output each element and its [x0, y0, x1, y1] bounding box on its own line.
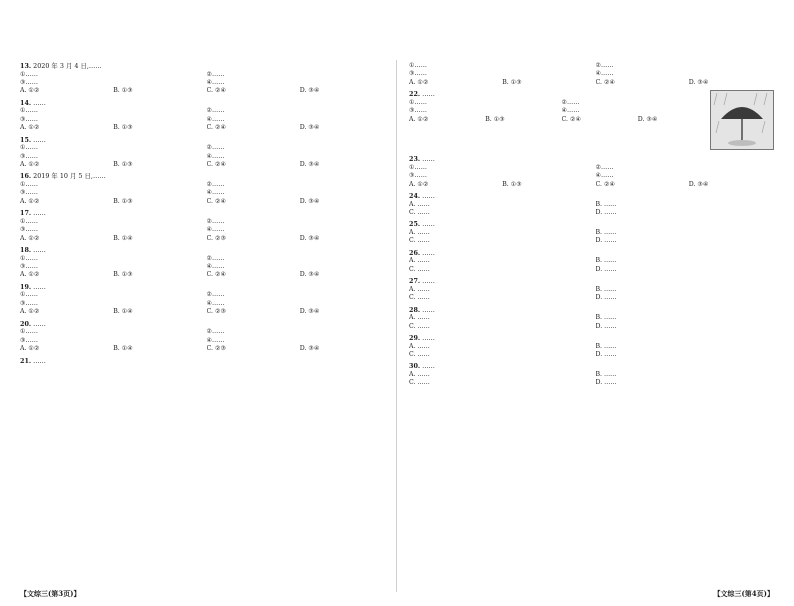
answer-choice: B. ①③ [502, 180, 522, 188]
question-number: 14. [20, 98, 32, 107]
question-stem [20, 320, 385, 329]
option-statement: B. …… [595, 314, 617, 322]
option-statements [409, 286, 774, 303]
option-statement: ③…… [409, 172, 427, 180]
option-statements [20, 107, 385, 124]
question-text: …… [422, 277, 435, 286]
question-stem [409, 155, 774, 164]
answer-choice: B. ①③ [502, 78, 522, 86]
option-statement: ④…… [206, 226, 225, 234]
answer-choice: D. ③④ [299, 197, 320, 205]
answer-choices [409, 181, 774, 189]
question-stem [409, 334, 774, 343]
answer-choice: A. ①② [20, 234, 40, 242]
option-statement: A. …… [409, 200, 430, 208]
option-statement: C. …… [409, 209, 430, 217]
question-text: …… [33, 135, 46, 144]
answer-choice: C. ②④ [206, 197, 227, 205]
page-footer-right: 【文综三(第4页)】 [713, 589, 774, 598]
question-block [20, 357, 385, 366]
option-statement: A. …… [409, 229, 430, 237]
page-footer-left: 【文综三(第3页)】 [20, 589, 81, 598]
question-number: 21. [20, 356, 32, 365]
option-statement: B. …… [595, 371, 617, 379]
question-block [409, 334, 774, 359]
question-stem [409, 249, 774, 258]
answer-choice: A. ①② [409, 78, 429, 86]
option-statements [409, 371, 774, 388]
answer-choice: B. ①④ [113, 308, 133, 316]
question-text: …… [422, 155, 435, 164]
answer-choice: D. ③④ [299, 271, 320, 279]
option-statement: A. …… [409, 371, 430, 379]
question-stem [409, 306, 774, 315]
question-stem [409, 362, 774, 371]
answer-choice: B. ①③ [113, 197, 133, 205]
question-stem [20, 209, 385, 218]
option-statement: ④…… [206, 189, 225, 197]
question-stem [409, 220, 774, 229]
option-statement: ③…… [20, 299, 38, 307]
question-block [409, 306, 774, 331]
option-statement: ①…… [20, 217, 38, 225]
question-text: …… [422, 334, 435, 343]
question-number: 30. [409, 362, 421, 371]
answer-choices [20, 271, 385, 279]
answer-choice: B. ①③ [113, 271, 133, 279]
answer-choice: B. ①③ [485, 115, 505, 123]
option-statement: ②…… [206, 291, 225, 299]
question-number: 23. [409, 155, 421, 164]
umbrella-cartoon-figure [710, 90, 774, 150]
answer-choice: A. ①② [20, 161, 40, 169]
option-statement: ③…… [409, 70, 427, 78]
answer-choices [20, 345, 385, 353]
question-stem [409, 90, 706, 99]
option-statement: D. …… [595, 379, 617, 387]
answer-choice: A. ①② [409, 115, 429, 123]
option-statement: D. …… [595, 209, 617, 217]
question-text: …… [33, 246, 46, 255]
question-text: …… [33, 209, 46, 218]
question-text: 2019 年 10 月 5 日,…… [33, 172, 106, 181]
answer-choice: C. ②③ [206, 234, 227, 242]
option-statements [20, 71, 385, 88]
option-statements [409, 314, 774, 331]
option-statement: ②…… [206, 328, 225, 336]
option-statement: ④…… [595, 70, 614, 78]
option-statement: ①…… [20, 328, 38, 336]
option-statement: ③…… [20, 189, 38, 197]
answer-choice: A. ①② [20, 308, 40, 316]
option-statements [409, 62, 774, 79]
option-statement: D. …… [595, 351, 617, 359]
question-text: …… [422, 362, 435, 371]
answer-choice: D. ③④ [299, 87, 320, 95]
answer-choice: D. ③④ [299, 124, 320, 132]
option-statement: ②…… [206, 70, 225, 78]
question-text: …… [422, 305, 435, 314]
option-statements [409, 164, 774, 181]
question-number: 15. [20, 135, 32, 144]
option-statement: ②…… [206, 217, 225, 225]
option-statement: ①…… [20, 144, 38, 152]
answer-choices [409, 79, 774, 87]
question-block [20, 246, 385, 280]
question-block [20, 172, 385, 206]
option-statement: A. …… [409, 285, 430, 293]
question-text: …… [422, 90, 435, 99]
option-statement: ④…… [206, 299, 225, 307]
question-number: 28. [409, 305, 421, 314]
answer-choice: B. ①④ [113, 345, 133, 353]
question-stem [409, 192, 774, 201]
answer-choice: B. ①③ [113, 124, 133, 132]
question-stem [20, 246, 385, 255]
question-block [409, 155, 774, 189]
option-statements [409, 99, 706, 116]
question-text: …… [33, 282, 46, 291]
option-statements [409, 343, 774, 360]
answer-choice: C. ②③ [206, 308, 227, 316]
option-statement: C. …… [409, 351, 430, 359]
option-statement: ③…… [20, 152, 38, 160]
answer-choices [409, 116, 706, 124]
option-statements [20, 328, 385, 345]
answer-choice: B. ①④ [113, 234, 133, 242]
answer-choice: A. ①② [20, 345, 40, 353]
option-statement: ②…… [206, 107, 225, 115]
answer-choice: C. ②④ [595, 78, 616, 86]
question-block [20, 209, 385, 243]
option-statements [409, 257, 774, 274]
option-statement: B. …… [595, 229, 617, 237]
question-number: 17. [20, 209, 32, 218]
question-number: 20. [20, 319, 32, 328]
option-statement: D. …… [595, 294, 617, 302]
answer-choice: A. ①② [409, 180, 429, 188]
question-block [409, 90, 774, 152]
question-stem [20, 172, 385, 181]
option-statement: B. …… [595, 285, 617, 293]
question-block [409, 220, 774, 245]
answer-choice: C. ②④ [595, 180, 616, 188]
question-number: 19. [20, 282, 32, 291]
question-number: 27. [409, 277, 421, 286]
left-page-column [20, 62, 385, 598]
option-statement: C. …… [409, 265, 430, 273]
option-statement: ①…… [20, 107, 38, 115]
option-statement: ④…… [206, 263, 225, 271]
option-statement: C. …… [409, 379, 430, 387]
question-block [20, 136, 385, 170]
answer-choices [20, 87, 385, 95]
question-text: 2020 年 3 月 4 日,…… [33, 62, 102, 70]
question-block [409, 62, 774, 87]
option-statement: ④…… [595, 172, 614, 180]
option-statement: A. …… [409, 257, 430, 265]
option-statement: ④…… [206, 79, 225, 86]
option-statement: B. …… [595, 200, 617, 208]
answer-choice: D. ③④ [688, 180, 709, 188]
answer-choice: D. ③④ [688, 78, 709, 86]
option-statement: ④…… [206, 336, 225, 344]
answer-choices [20, 124, 385, 132]
answer-choice: B. ①③ [113, 87, 133, 95]
question-stem [20, 283, 385, 292]
option-statement: ①…… [409, 62, 427, 69]
question-number: 29. [409, 334, 421, 343]
option-statement: D. …… [595, 237, 617, 245]
option-statement: ②…… [595, 62, 614, 69]
answer-choice: D. ③④ [299, 161, 320, 169]
answer-choice: C. ②④ [206, 87, 227, 95]
question-block [20, 99, 385, 133]
option-statement: ②…… [595, 163, 614, 171]
option-statement: C. …… [409, 322, 430, 330]
option-statement: ③…… [409, 107, 427, 115]
question-stem [20, 99, 385, 108]
answer-choice: A. ①② [20, 197, 40, 205]
answer-choice: D. ③④ [299, 234, 320, 242]
option-statement: ④…… [206, 115, 225, 123]
option-statements [20, 291, 385, 308]
question-block [20, 62, 385, 96]
answer-choice: C. ②④ [206, 161, 227, 169]
answer-choice: C. ②④ [561, 115, 582, 123]
option-statements [20, 218, 385, 235]
option-statement: ②…… [206, 144, 225, 152]
question-number: 25. [409, 220, 421, 229]
option-statement: ①…… [20, 291, 38, 299]
option-statement: ③…… [20, 336, 38, 344]
question-text: …… [422, 220, 435, 229]
option-statement: ③…… [20, 115, 38, 123]
answer-choice: C. ②③ [206, 345, 227, 353]
option-statement: ③…… [20, 226, 38, 234]
question-text: …… [422, 192, 435, 201]
option-statement: ①…… [20, 254, 38, 262]
option-statements [409, 229, 774, 246]
question-block [20, 283, 385, 317]
option-statement: ①…… [20, 70, 38, 78]
option-statement: C. …… [409, 237, 430, 245]
option-statement: ①…… [20, 181, 38, 189]
page-divider [396, 60, 397, 592]
question-stem [20, 136, 385, 145]
option-statements [20, 181, 385, 198]
right-page-column [409, 62, 774, 598]
option-statement: ①…… [409, 98, 427, 106]
answer-choice: A. ①② [20, 124, 40, 132]
question-stem [20, 62, 385, 71]
answer-choice: A. ①② [20, 271, 40, 279]
question-number: 24. [409, 192, 421, 201]
question-stem [20, 357, 385, 366]
answer-choice: C. ②④ [206, 271, 227, 279]
answer-choices [20, 308, 385, 316]
option-statement: ④…… [561, 107, 580, 115]
question-number: 16. [20, 172, 32, 181]
question-number: 26. [409, 248, 421, 257]
option-statement: D. …… [595, 265, 617, 273]
option-statement: ②…… [206, 254, 225, 262]
question-text: …… [422, 248, 435, 257]
answer-choice: A. ①② [20, 87, 40, 95]
answer-choice: D. ③④ [299, 345, 320, 353]
question-text: …… [33, 356, 46, 365]
answer-choices [20, 198, 385, 206]
answer-choices [20, 235, 385, 243]
option-statement: A. …… [409, 314, 430, 322]
answer-choice: C. ②④ [206, 124, 227, 132]
option-statements [20, 144, 385, 161]
question-block [409, 192, 774, 217]
question-block [20, 320, 385, 354]
question-block [409, 362, 774, 387]
option-statement: B. …… [595, 257, 617, 265]
option-statement: ③…… [20, 79, 38, 86]
option-statement: C. …… [409, 294, 430, 302]
option-statement: A. …… [409, 342, 430, 350]
question-block [409, 249, 774, 274]
option-statement: ④…… [206, 152, 225, 160]
question-number: 22. [409, 90, 421, 99]
question-number: 18. [20, 246, 32, 255]
option-statement: ②…… [206, 181, 225, 189]
question-block [409, 277, 774, 302]
option-statements [20, 255, 385, 272]
question-text: …… [33, 98, 46, 107]
answer-choice: D. ③④ [299, 308, 320, 316]
answer-choices [20, 161, 385, 169]
option-statement: D. …… [595, 322, 617, 330]
option-statements [409, 201, 774, 218]
option-statement: ②…… [561, 98, 580, 106]
answer-choice: D. ③④ [637, 115, 658, 123]
question-stem [409, 277, 774, 286]
option-statement: ③…… [20, 263, 38, 271]
option-statement: ①…… [409, 163, 427, 171]
answer-choice: B. ①③ [113, 161, 133, 169]
option-statement: B. …… [595, 342, 617, 350]
question-number: 13. [20, 62, 32, 70]
question-text: …… [33, 319, 46, 328]
